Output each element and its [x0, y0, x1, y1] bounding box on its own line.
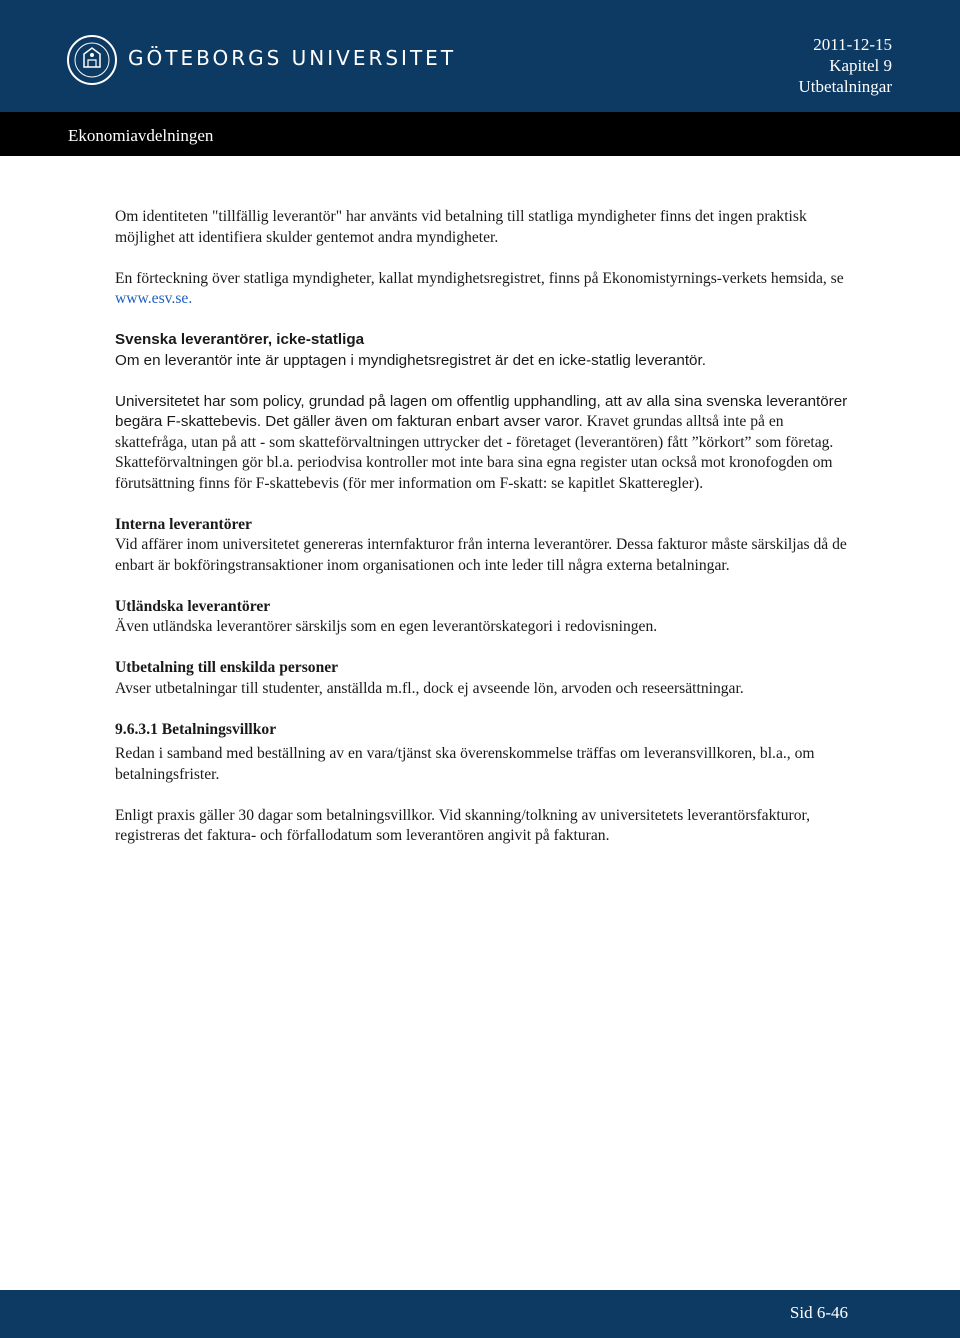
department-name: Ekonomiavdelningen	[68, 126, 214, 145]
heading-swedish-suppliers: Svenska leverantörer, icke-statliga	[115, 331, 365, 348]
document-date: 2011-12-15	[813, 35, 892, 54]
heading-foreign-suppliers: Utländska leverantörer	[115, 597, 271, 615]
esv-link[interactable]: www.esv.se.	[115, 290, 193, 307]
paragraph-registry	[115, 269, 850, 310]
paragraph-payment-terms-1: Redan i samband med beställning av en vara/tjänst ska överenskommelse träffas om leveransvillkoren, bl.a., om betalningsfrister.	[115, 745, 815, 783]
header-meta	[799, 34, 892, 97]
heading-payment-terms: 9.6.3.1 Betalningsvillkor	[115, 720, 277, 738]
policy-text: Universitetet har som policy, grundad på lagen om offentlig upphandling, att av alla sina svenska leverantörer begära F-skattebevis. Det gäller även om fakturan enbart avser varor.	[115, 392, 848, 430]
paragraph-payment-terms-2: Enligt praxis gäller 30 dagar som betalningsvillkor. Vid skanning/tolkning av universitetets leverantörsfakturor, registreras det faktura- och förfallodatum som leverantören angivit på fakturan.	[115, 806, 810, 844]
page-header	[0, 0, 960, 112]
section-label: Utbetalningar	[798, 77, 892, 96]
paragraph-individual-payments: Avser utbetalningar till studenter, anställda m.fl., dock ej avseende lön, arvoden och reseersättningar.	[115, 679, 744, 697]
university-name: GÖTEBORGS UNIVERSITET	[128, 46, 457, 70]
page-number: Sid 6-46	[789, 1303, 848, 1322]
heading-individual-payments: Utbetalning till enskilda personer	[115, 659, 339, 676]
kravet-text: Kravet grundas alltså inte på en skattefråga, utan på att - som skatteförvaltningen uttrycker det - företaget (leverantören) fått ”körkort” som företag. Skatteförvaltningen gör bl.a. periodvisa kontroller mot inte bara sina egna register utan också mot kronofogden om förutsättning finns för F-skattebevis (för mer information om F-skatt: se kapitlet Skatteregler).	[115, 413, 834, 492]
paragraph-foreign-suppliers: Även utländska leverantörer särskiljs som en egen leverantörskategori i redovisningen.	[115, 618, 658, 635]
heading-internal-suppliers: Interna leverantörer	[115, 515, 252, 533]
registry-text: En förteckning över statliga myndigheter, kallat myndighetsregistret, finns på Ekonomistyrnings-verkets hemsida, se	[115, 269, 844, 287]
chapter-label: Kapitel 9	[829, 56, 892, 75]
paragraph-internal-suppliers: Vid affärer inom universitetet genereras internfakturor från interna leverantörer. Dessa fakturor måste särskiljas då de enbart är bokföringstransaktioner inom organisationen och inte leder till några externa betalningar.	[115, 536, 847, 574]
paragraph-policy	[115, 392, 850, 495]
university-seal-icon	[66, 34, 118, 86]
paragraph-swedish-suppliers: Om en leverantör inte är upptagen i myndighetsregistret är det en icke-statlig leverantör.	[115, 351, 706, 369]
paragraph-identity: Om identiteten "tillfällig leverantör" har använts vid betalning till statliga myndigheter finns det ingen praktisk möjlighet att identifiera skulder gentemot andra myndigheter.	[115, 208, 807, 246]
document-body	[115, 207, 850, 867]
